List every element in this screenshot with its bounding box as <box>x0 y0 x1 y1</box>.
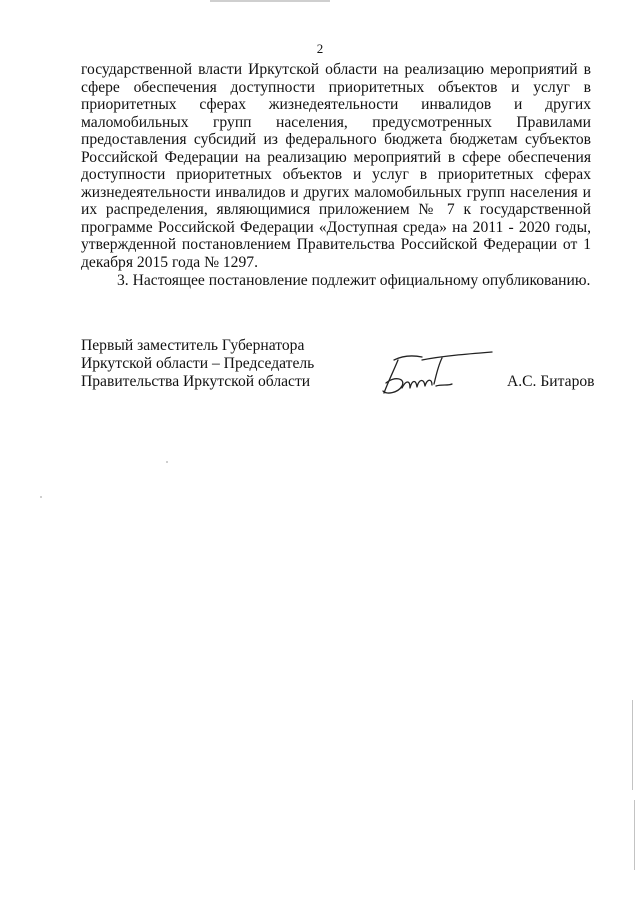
publication-paragraph: 3. Настоящее постановление подлежит официальному опубликованию. <box>117 271 591 289</box>
signatory-title-line: Первый заместитель Губернатора <box>81 337 305 354</box>
body-paragraph: государственной власти Иркутской области на реализацию мероприятий в сфере обеспечения доступности приоритетных объектов и услуг в приоритетных сферах жизнедеятельности инвалидов и других маломобильных групп населения, предусмотренных Правилами предоставления субсидий из федерального бюджета бюджетам субъектов Российской Федерации на реализацию мероприятий в сфере обеспечения доступности приоритетных объектов и услуг в приоритетных сферах жизнедеятельности инвалидов и других маломобильных групп населения и их распределения, являющимися приложением № 7 к государственной программе Российской Федерации «Доступная среда» на 2011 - 2020 годы, утвержденной постановлением Правительства Российской Федерации от 1 декабря 2015 года № 1297. <box>81 61 591 272</box>
signatory-title <box>81 337 314 391</box>
scan-artifact <box>40 496 42 498</box>
signatory-title-line: Иркутской области – Председатель <box>81 355 315 372</box>
handwritten-signature <box>372 348 498 404</box>
scan-artifact <box>632 700 633 790</box>
signatory-title-line: Правительства Иркутской области <box>81 373 311 390</box>
signer-name: А.С. Битаров <box>507 373 595 390</box>
scan-artifact <box>634 800 635 870</box>
page-number: 2 <box>316 41 324 56</box>
document-body <box>81 61 591 289</box>
scan-artifact <box>166 461 168 463</box>
scan-top-artifact <box>210 0 330 2</box>
